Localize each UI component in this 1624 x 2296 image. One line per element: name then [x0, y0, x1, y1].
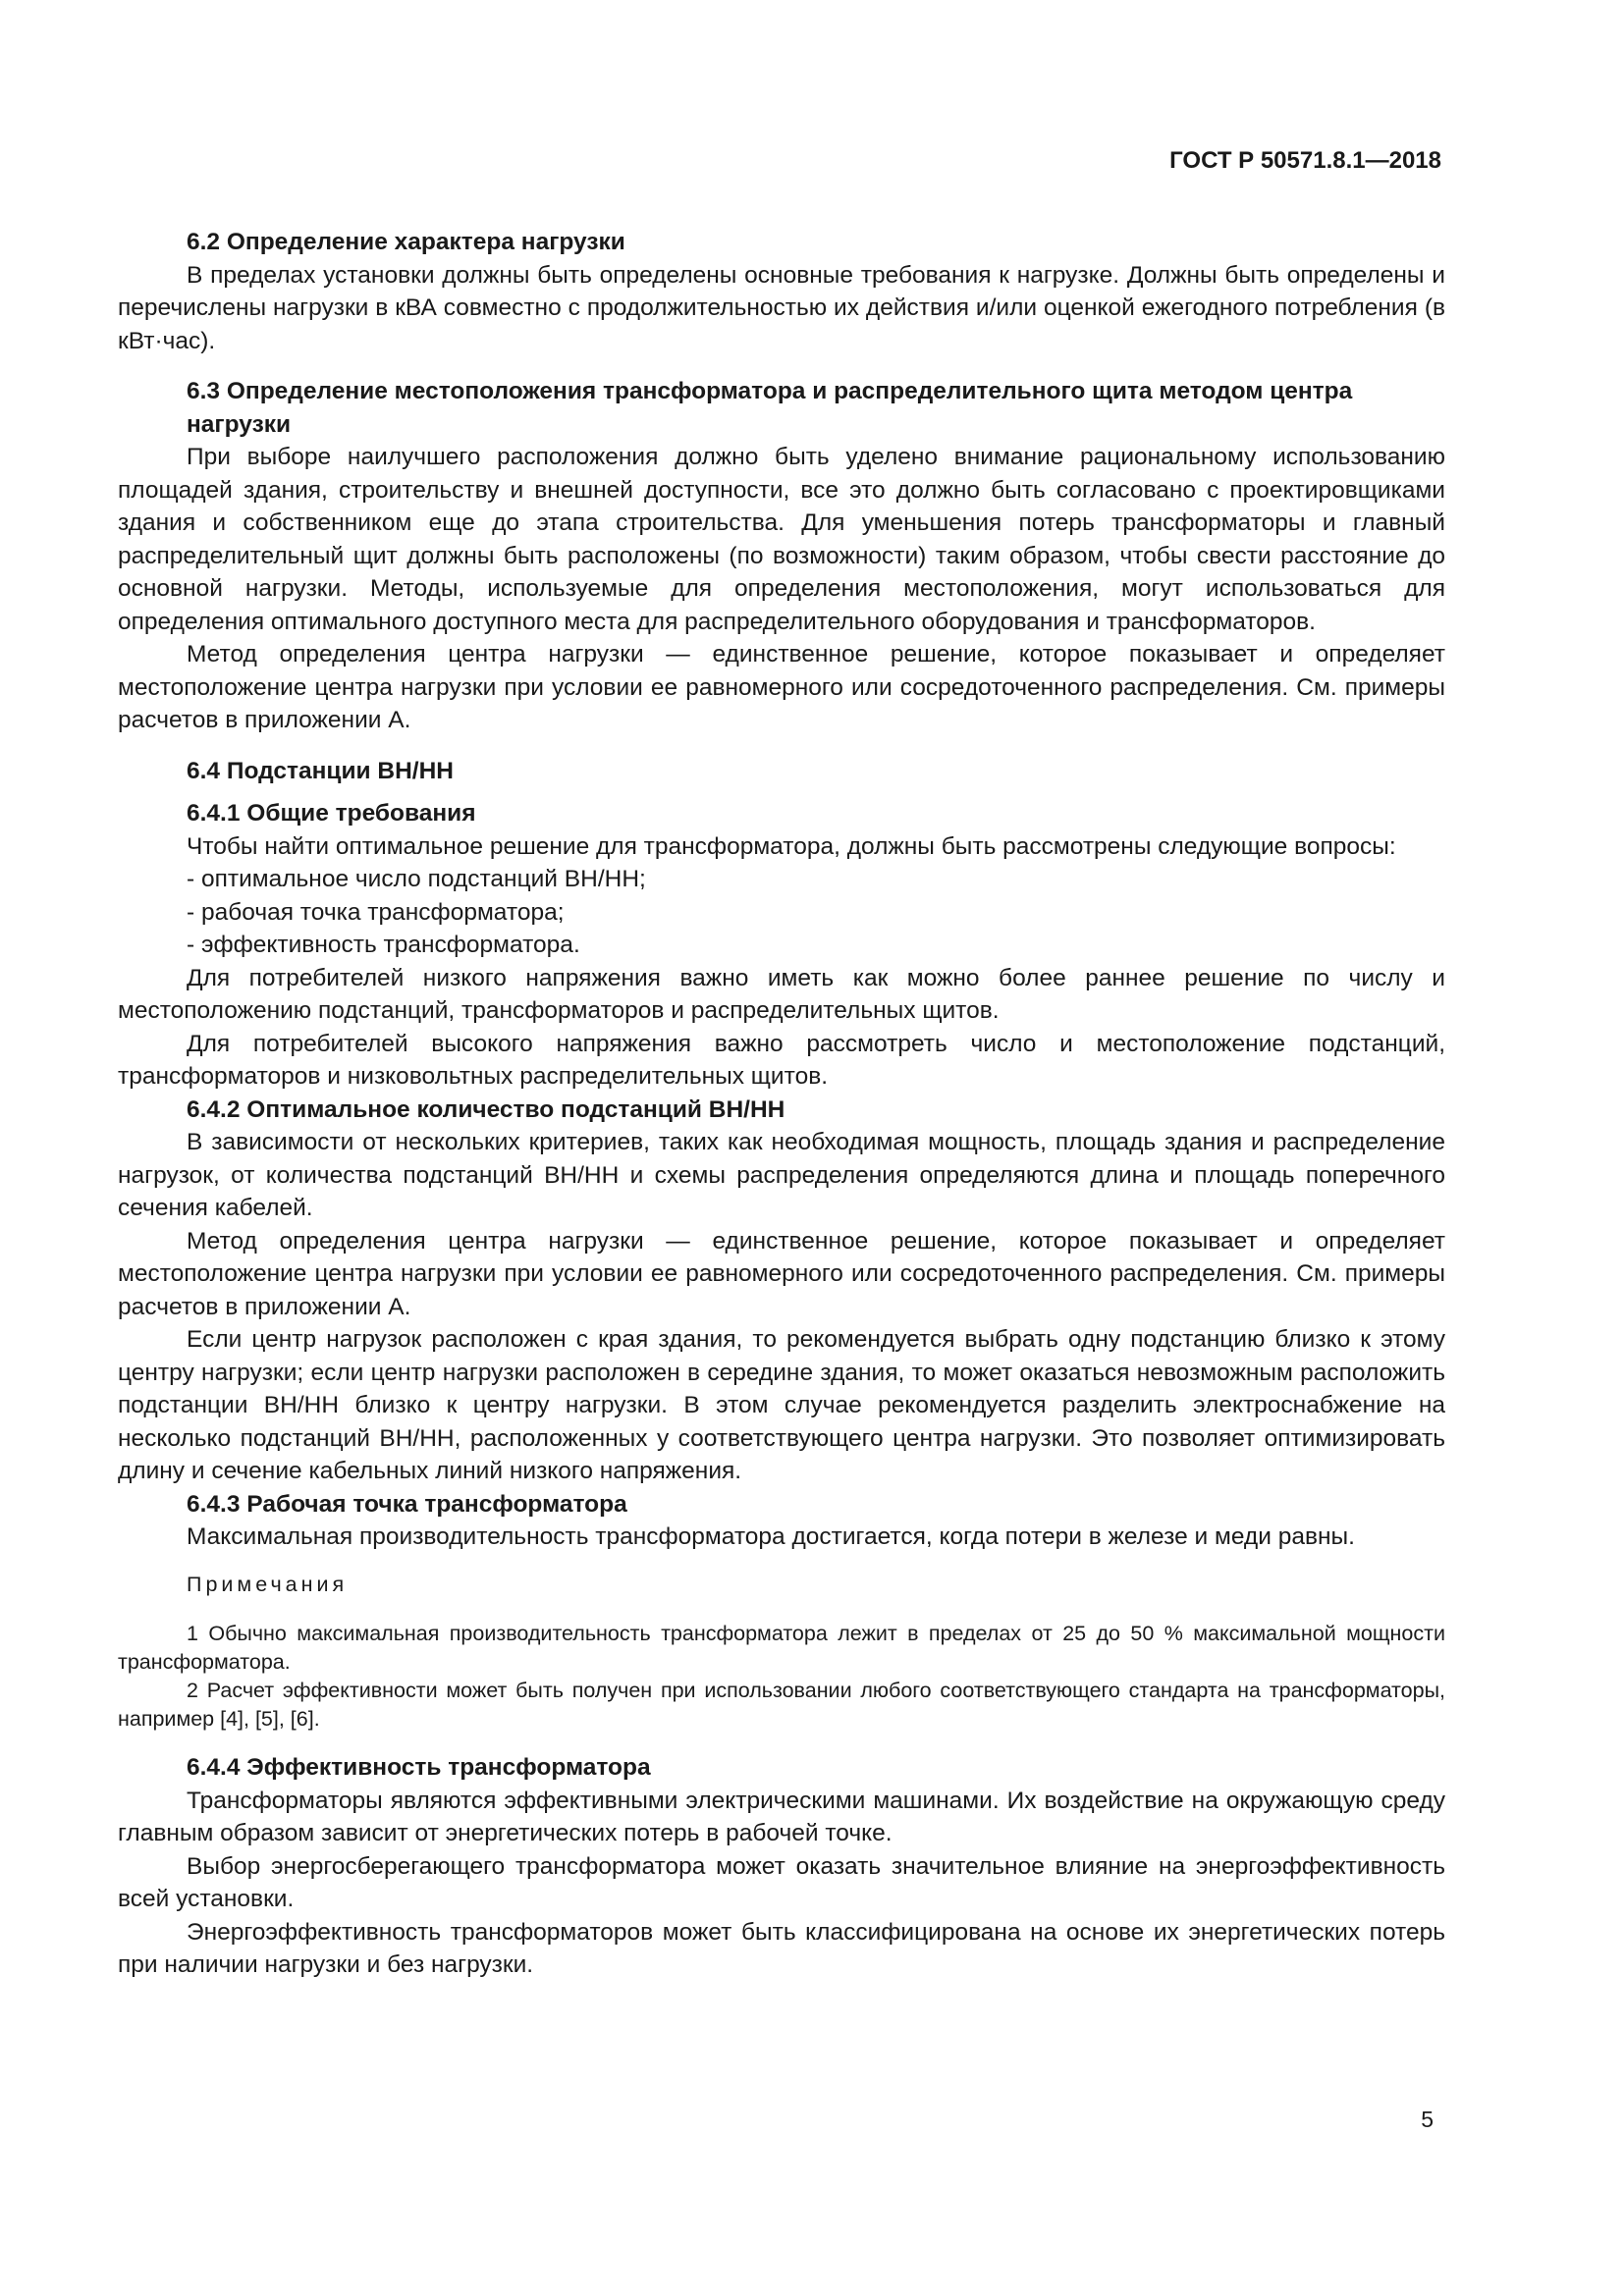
section-6-4-4-title: 6.4.4 Эффективность трансформатора	[187, 1754, 651, 1781]
paragraph: При выборе наилучшего расположения должно быть уделено внимание рациональному использованию площадей здания, строительству и внешней доступности, все это должно быть согласовано с проектировщиками здания и собственником еще до этапа строительства. Для уменьшения потерь трансформаторы и главный распределительный щит должны быть расположены (по возможности) таким образом, чтобы свести расстояние до основной нагрузки. Методы, используемые для определения местоположения, могут использоваться для определения оптимального доступного места для распределительного оборудования и трансформаторов.	[118, 444, 1445, 635]
page-number: 5	[1421, 2107, 1434, 2132]
list-item: - эффективность трансформатора.	[187, 932, 580, 958]
document-header: ГОСТ Р 50571.8.1—2018	[1169, 147, 1441, 174]
section-6-2-title: 6.2 Определение характера нагрузки	[187, 229, 625, 255]
paragraph: В зависимости от нескольких критериев, таких как необходимая мощность, площадь здания и распределение нагрузок, от количества подстанций ВН/НН и схемы распределения определяются длина и площадь поперечного сечения кабелей.	[118, 1129, 1445, 1221]
section-6-4-title: 6.4 Подстанции ВН/НН	[187, 757, 454, 784]
notes-title: Примечания	[187, 1572, 349, 1596]
document-body	[118, 226, 1445, 1982]
paragraph: Метод определения центра нагрузки — единственное решение, которое показывает и определяет местоположение центра нагрузки при условии ее равномерного или сосредоточенного распределения. См. примеры расчетов в приложении А.	[118, 641, 1445, 733]
paragraph: Выбор энергосберегающего трансформатора может оказать значительное влияние на энергоэффективность всей установки.	[118, 1852, 1445, 1912]
paragraph: В пределах установки должны быть определены основные требования к нагрузке. Должны быть определены и перечислены нагрузки в кВА совместно с продолжительностью их действия и/или оценкой ежегодного потребления (в кВт·час).	[118, 261, 1445, 354]
section-6-3-title: 6.3 Определение местоположения трансформатора и распределительного щита методом центра нагрузки	[187, 378, 1353, 438]
paragraph: Максимальная производительность трансформатора достигается, когда потери в железе и меди равны.	[187, 1523, 1355, 1550]
paragraph: Для потребителей низкого напряжения важно иметь как можно более раннее решение по числу и местоположению подстанций, трансформаторов и распределительных щитов.	[118, 964, 1445, 1024]
paragraph: Чтобы найти оптимальное решение для трансформатора, должны быть рассмотрены следующие вопросы:	[187, 832, 1396, 860]
paragraph: Для потребителей высокого напряжения важно рассмотреть число и местоположение подстанций, трансформаторов и низковольтных распределительных щитов.	[118, 1030, 1445, 1090]
paragraph: Если центр нагрузок расположен с края здания, то рекомендуется выбрать одну подстанцию близко к этому центру нагрузки; если центр нагрузки расположен в середине здания, то может оказаться невозможным расположить подстанции ВН/НН близко к центру нагрузки. В этом случае рекомендуется разделить электроснабжение на несколько подстанций ВН/НН, расположенных у соответствующего центра нагрузки. Это позволяет оптимизировать длину и сечение кабельных линий низкого напряжения.	[118, 1326, 1445, 1484]
note: 2 Расчет эффективности может быть получен при использовании любого соответствующего стандарта на трансформаторы, например [4], [5], [6].	[118, 1679, 1445, 1731]
note: 1 Обычно максимальная производительность трансформатора лежит в пределах от 25 до 50 % максимальной мощности трансформатора.	[118, 1622, 1445, 1674]
paragraph: Метод определения центра нагрузки — единственное решение, которое показывает и определяет местоположение центра нагрузки при условии ее равномерного или сосредоточенного распределения. См. примеры расчетов в приложении А.	[118, 1227, 1445, 1320]
paragraph: Энергоэффективность трансформаторов может быть классифицирована на основе их энергетических потерь при наличии нагрузки и без нагрузки.	[118, 1918, 1445, 1978]
section-6-4-2-title: 6.4.2 Оптимальное количество подстанций ВН/НН	[187, 1095, 785, 1123]
paragraph: Трансформаторы являются эффективными электрическими машинами. Их воздействие на окружающую среду главным образом зависит от энергетических потерь в рабочей точке.	[118, 1787, 1445, 1846]
section-6-4-3-title: 6.4.3 Рабочая точка трансформатора	[187, 1490, 627, 1518]
list-item: - рабочая точка трансформатора;	[187, 898, 565, 926]
section-6-4-1-title: 6.4.1 Общие требования	[187, 800, 476, 827]
list-item: - оптимальное число подстанций ВН/НН;	[187, 866, 646, 892]
